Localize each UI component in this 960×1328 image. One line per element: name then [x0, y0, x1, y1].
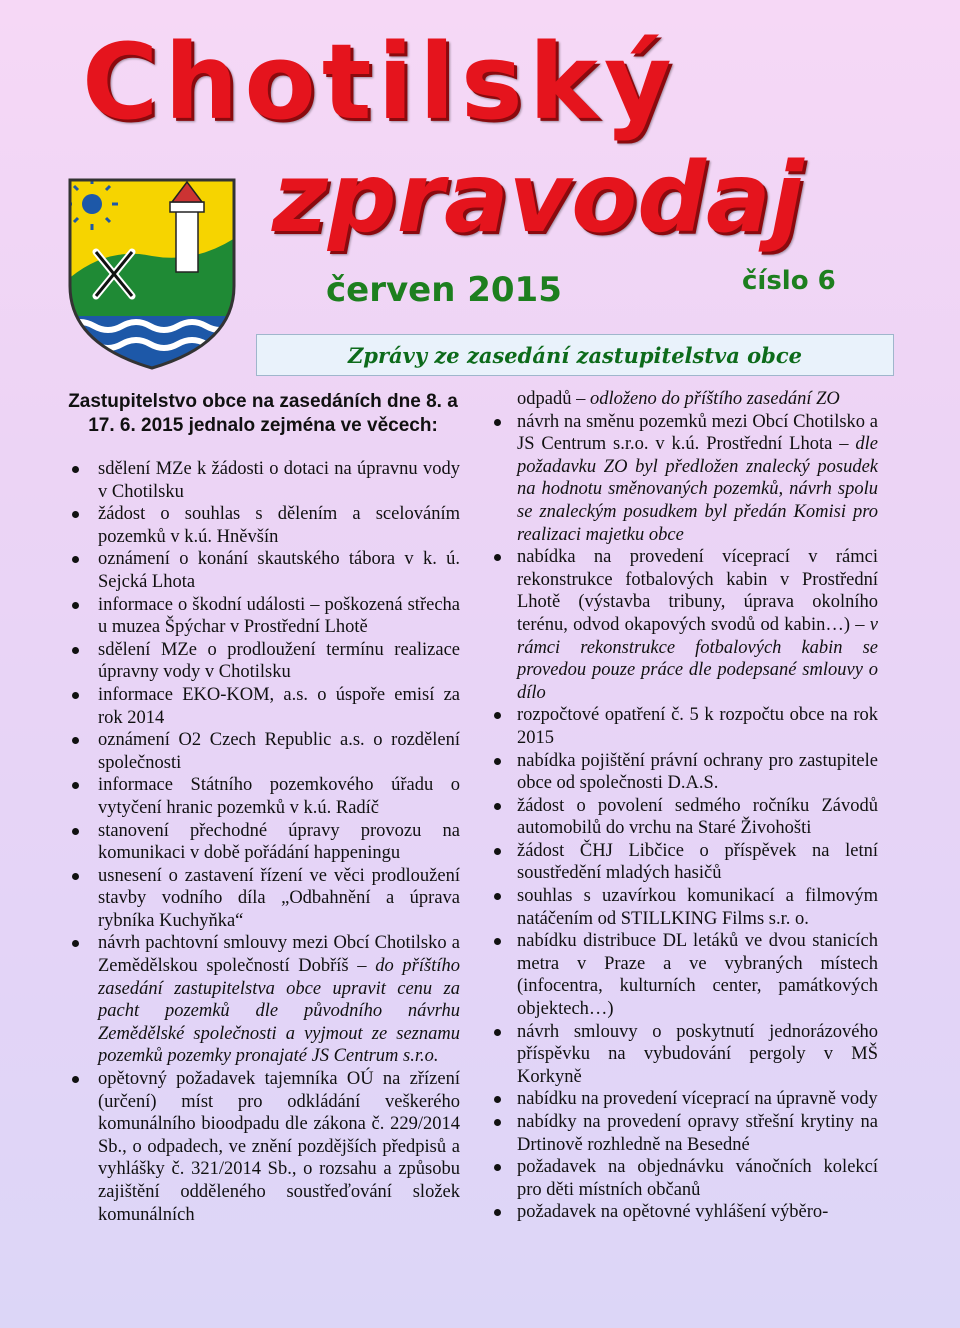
- intro-text: Zastupitelstvo obce na zasedáních dne 8. a 17. 6. 2015 jednalo zejména ve věcech:: [68, 391, 458, 436]
- list-item: sdělení MZe k žádosti o dotaci na úpravnu vody v Chotilsku: [66, 458, 460, 503]
- list-item: požadavek na opětovné vyhlášení výběro-: [488, 1201, 878, 1224]
- list-item: oznámení o konání skautského tábora v k. ú. Sejcká Lhota: [66, 548, 460, 593]
- issue-date: červen 2015: [326, 270, 562, 310]
- list-item: nabídka pojištění právní ochrany pro zastupitele obce od společnosti D.A.S.: [488, 750, 878, 795]
- list-item: stanovení přechodné úpravy provozu na komunikaci v době pořádání happeningu: [66, 820, 460, 865]
- list-item: žádost ČHJ Libčice o příspěvek na letní soustředění mladých hasičů: [488, 840, 878, 885]
- list-item: návrh pachtovní smlouvy mezi Obcí Chotilsko a Zemědělskou společností Dobříš – do příštího zasedání zastupitelstva obce upravit cenu za pacht pozemků dle původního návrhu Zemědělské společnosti a vyjmout ze seznamu pozemků pozemky pronajaté JS Centrum s.r.o.: [66, 932, 460, 1068]
- list-item: žádost o povolení sedmého ročníku Závodů automobilů do vrchu na Staré Živohošti: [488, 795, 878, 840]
- coat-of-arms-icon: [66, 176, 238, 372]
- newsletter-subtitle: zpravodaj: [272, 142, 804, 254]
- list-item: sdělení MZe o prodloužení termínu realizace úpravny vody v Chotilsku: [66, 639, 460, 684]
- newsletter-title: Chotilský: [82, 21, 678, 143]
- list-item: informace o škodní události – poškozená střecha u muzea Špýchar v Prostřední Lhotě: [66, 594, 460, 639]
- list-item: žádost o souhlas s dělením a scelováním pozemků v k.ú. Hněvšín: [66, 503, 460, 548]
- list-item-continuation: odpadů – odloženo do příštího zasedání ZO: [517, 389, 840, 409]
- list-item: nabídky na provedení opravy střešní krytiny na Drtinově rozhledně na Besedné: [488, 1111, 878, 1156]
- agenda-list-left: [66, 458, 460, 1226]
- agenda-list-right: [488, 411, 878, 1224]
- left-column: [66, 388, 460, 1226]
- list-item: návrh smlouvy o poskytnutí jednorázového příspěvku na vybudování pergoly v MŠ Korkyně: [488, 1021, 878, 1089]
- list-item: opětovný požadavek tajemníka OÚ na zřízení (určení) míst pro odkládání veškerého komunálního bioodpadu dle zákona č. 229/2014 Sb., o odpadech, ve znění pozdějších předpisů a vyhlášky č. 321/2014 Sb., o rozsahu a způsobu zajištění odděleného soustřeďování složek komunálních: [66, 1068, 460, 1226]
- list-item: informace Státního pozemkového úřadu o vytyčení hranic pozemků v k.ú. Radíč: [66, 774, 460, 819]
- list-item: oznámení O2 Czech Republic a.s. o rozdělení společnosti: [66, 729, 460, 774]
- list-item: rozpočtové opatření č. 5 k rozpočtu obce na rok 2015: [488, 704, 878, 749]
- list-item: informace EKO-KOM, a.s. o úspoře emisí za rok 2014: [66, 684, 460, 729]
- list-item: usnesení o zastavení řízení ve věci prodloužení stavby vodního díla „Odbahnění a úprava rybníka Kuchyňka“: [66, 865, 460, 933]
- issue-number: číslo 6: [742, 266, 836, 296]
- list-item: souhlas s uzavírkou komunikací a filmovým natáčením od STILLKING Films s.r. o.: [488, 885, 878, 930]
- section-heading: Zprávy ze zasedání zastupitelstva obce: [256, 334, 894, 376]
- right-column: [488, 388, 878, 1224]
- list-item: nabídku na provedení víceprací na úpravně vody: [488, 1088, 878, 1111]
- list-item: nabídka na provedení víceprací v rámci rekonstrukce fotbalových kabin v Prostřední Lhotě (výstavba tribuny, úprava okolního terénu, odvod okapových svodů od kabin…) – v rámci rekonstrukce fotbalových kabin se provedou pouze práce dle podepsané smlouvy o dílo: [488, 546, 878, 704]
- list-item: nabídku distribuce DL letáků ve dvou stanicích metra v Praze a ve vybraných místech (infocentra, kulturních center, památkových objektech…): [488, 930, 878, 1020]
- list-item: návrh na směnu pozemků mezi Obcí Chotilsko a JS Centrum s.r.o. v k.ú. Prostřední Lhota – dle požadavku ZO byl předložen znalecký posudek na hodnotu směnovaných pozemků, návrh spolu se znaleckým posudkem byl předán Komisi pro realizaci majetku obce: [488, 411, 878, 547]
- list-item: požadavek na objednávku vánočních kolekcí pro děti místních občanů: [488, 1156, 878, 1201]
